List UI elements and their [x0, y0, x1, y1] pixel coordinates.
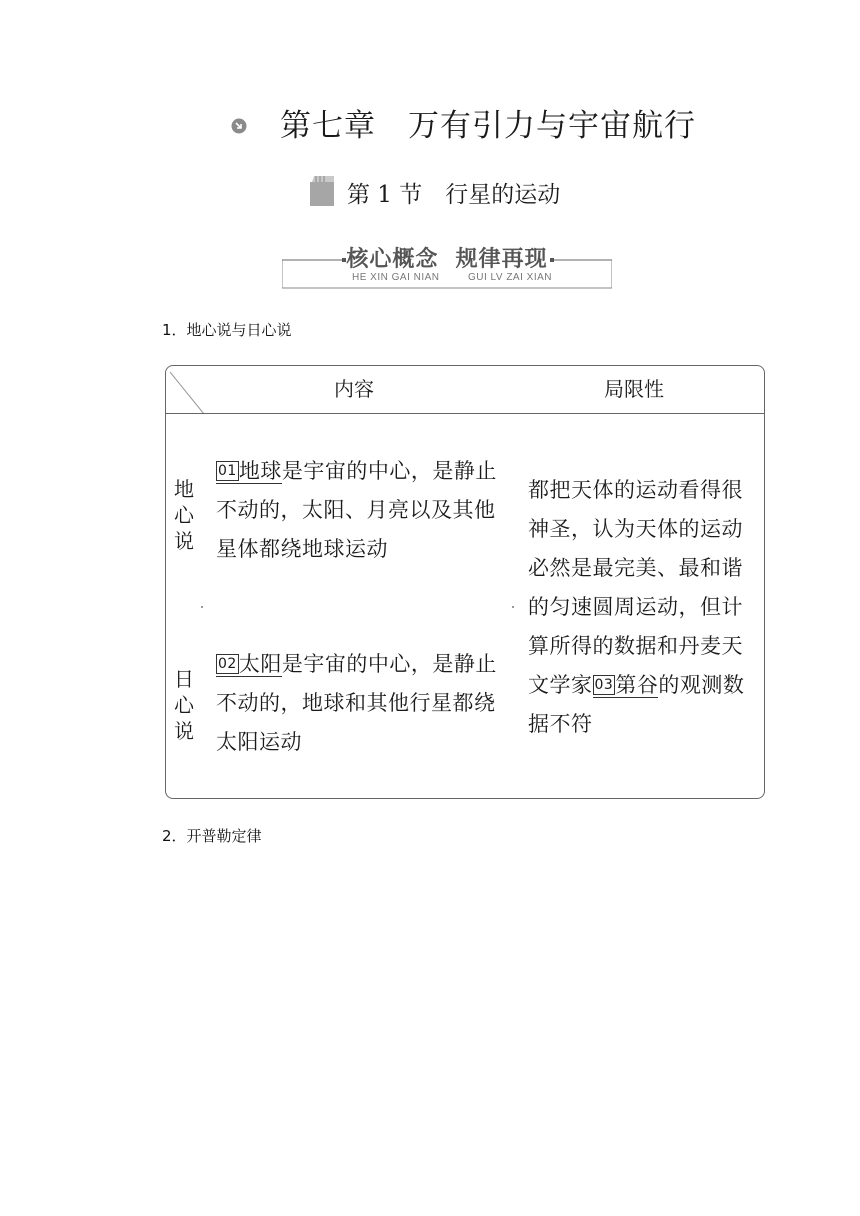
header-divider	[166, 413, 764, 414]
heliocentric-content: 02太阳是宇宙的中心，是静止不动的，地球和其他行星都绕太阳运动	[216, 652, 497, 754]
book-icon	[308, 174, 336, 208]
circle-arrow-icon	[231, 118, 247, 134]
heading-geocentric-heliocentric: 1．地心说与日心说	[162, 321, 292, 339]
blank-answer-1: 01地球	[218, 459, 282, 483]
section-header	[0, 174, 860, 214]
banner-pinyin-1: HE XIN GAI NIAN	[352, 272, 440, 283]
section-title: 第 1 节 行星的运动	[347, 182, 561, 208]
limitation-content: 都把天体的运动看得很神圣，认为天体的运动必然是最完美、最和谐的匀速圆周运动，但计算所得的数据和丹麦天文学家 03第谷的观测数据不符	[528, 478, 745, 736]
row-label-heliocentric: 日 心 说	[174, 667, 194, 743]
blank-answer-3: 03第谷	[594, 673, 659, 697]
chapter-header	[0, 104, 860, 148]
column-header-limitation: 局限性	[604, 377, 664, 401]
geocentric-content: 01地球是宇宙的中心，是静止不动的，太阳、月亮以及其他星体都绕地球运动	[216, 459, 497, 561]
blank-answer-2: 02太阳	[218, 652, 282, 676]
core-concepts-banner	[282, 240, 612, 290]
blank-number-1: 01	[218, 463, 237, 479]
heading-kepler-laws: 2．开普勒定律	[162, 827, 262, 845]
blank-number-2: 02	[218, 656, 237, 672]
blank-number-3: 03	[594, 677, 614, 693]
scan-speck	[201, 606, 203, 608]
banner-title: 核心概念 规律再现	[346, 247, 548, 272]
comparison-table	[165, 365, 765, 799]
banner-pinyin-2: GUI LV ZAI XIAN	[468, 272, 552, 283]
header-diagonal	[168, 370, 208, 416]
row-label-geocentric: 地 心 说	[174, 477, 194, 553]
scan-speck	[512, 606, 514, 608]
column-header-content: 内容	[334, 377, 374, 401]
chapter-title: 第七章 万有引力与宇宙航行	[280, 108, 696, 144]
